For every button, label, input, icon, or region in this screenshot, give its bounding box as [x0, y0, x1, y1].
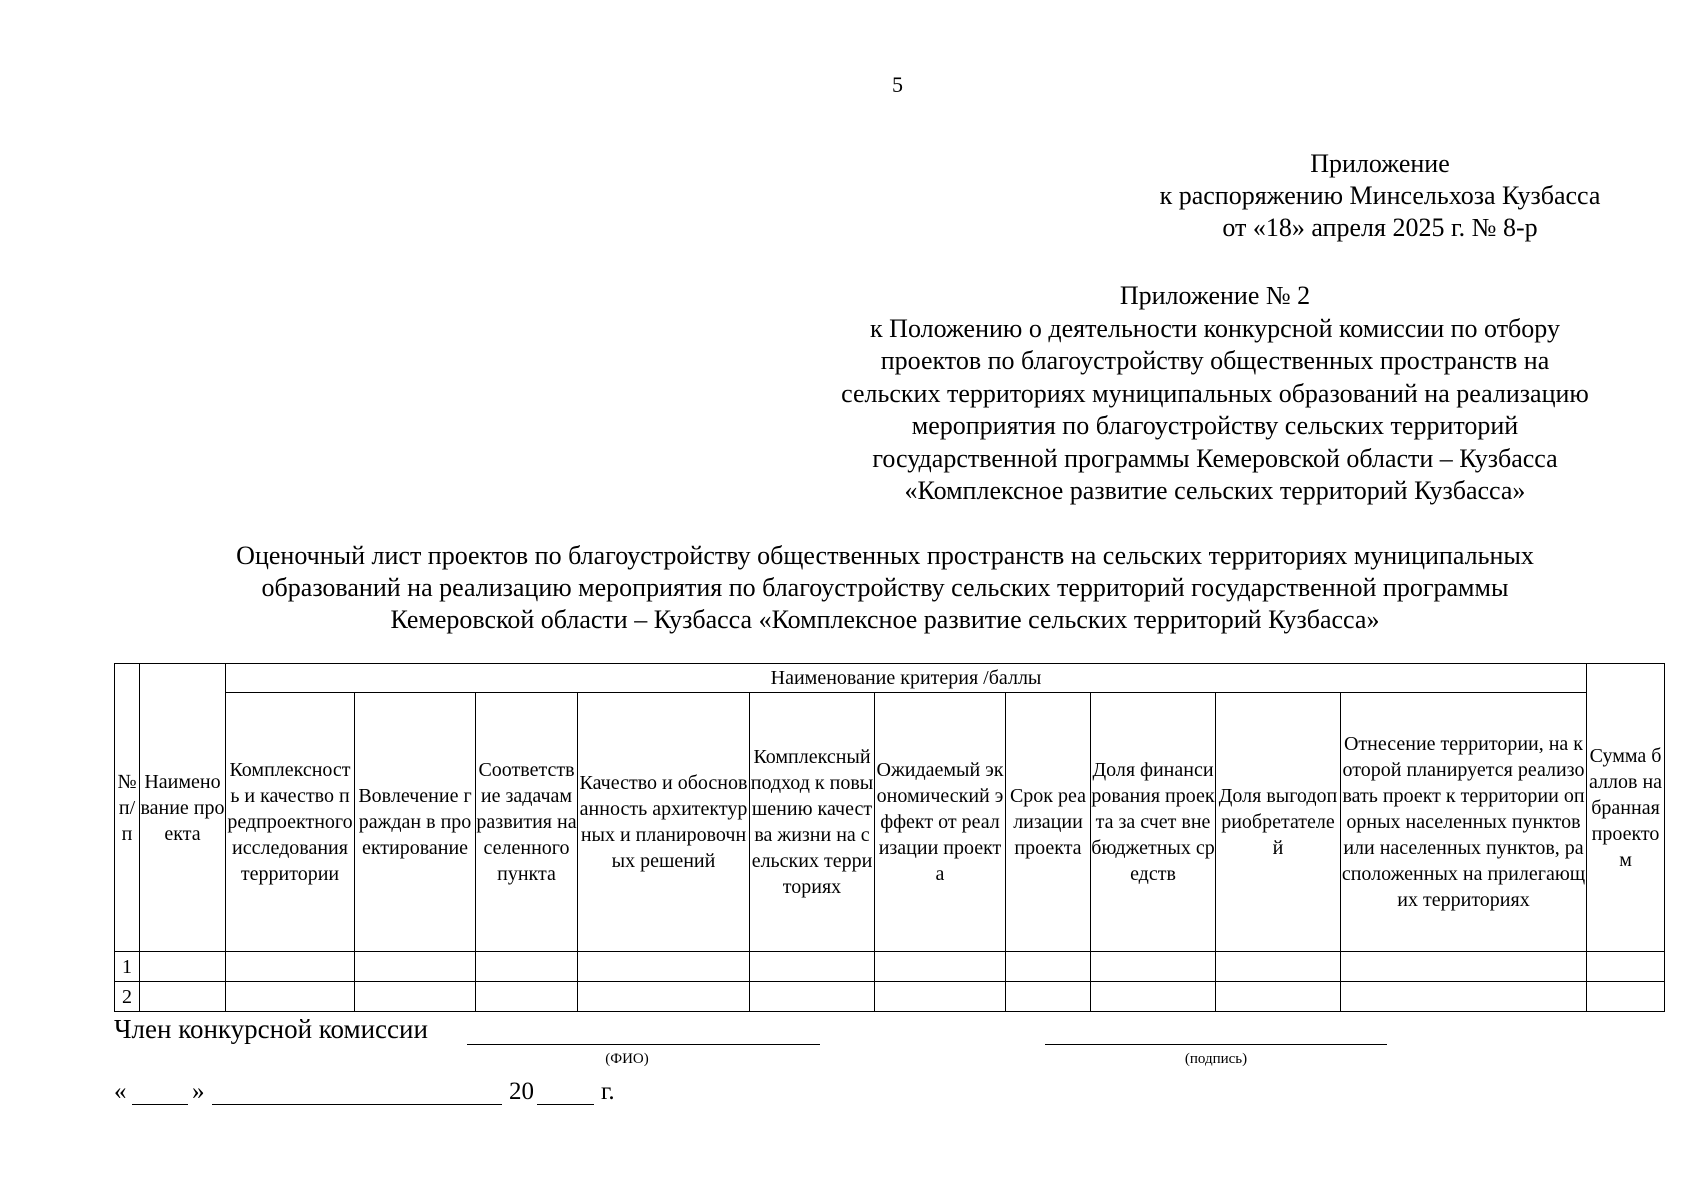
appendix2-line: проектов по благоустройству общественных пространств на: [880, 346, 1550, 375]
table-cell[interactable]: [1587, 982, 1665, 1012]
appendix-order-ref: к распоряжению Минсельхоза Кузбасса: [1159, 181, 1601, 210]
table-cell[interactable]: [1006, 982, 1091, 1012]
table-cell[interactable]: [1091, 982, 1216, 1012]
table-cell[interactable]: [875, 952, 1006, 982]
table-row: [115, 952, 1665, 982]
appendix2-line: «Комплексное развитие сельских территорий Кузбасса»: [904, 476, 1526, 505]
table-cell[interactable]: [355, 982, 476, 1012]
header-criterion: Вовлечение граждан в проектирование: [355, 693, 476, 952]
appendix2-line: мероприятия по благоустройству сельских территорий: [911, 411, 1519, 440]
appendix-header: [1100, 148, 1660, 244]
appendix2-header: [780, 280, 1650, 508]
date-close-quote: »: [192, 1078, 205, 1105]
date-year-prefix: 20: [509, 1078, 534, 1105]
table-cell[interactable]: [476, 982, 578, 1012]
table-cell[interactable]: [750, 982, 875, 1012]
header-row-number: № п/п: [115, 664, 140, 952]
form-title-line: Оценочный лист проектов по благоустройству общественных пространств на сельских территориях муниципальных: [236, 541, 1534, 570]
table-cell[interactable]: [750, 952, 875, 982]
form-title: [150, 540, 1620, 636]
appendix2-line: государственной программы Кемеровской области – Кузбасса: [872, 443, 1558, 473]
header-criterion: Комплексный подход к повышению качества жизни на сельских территориях: [750, 693, 875, 952]
header-project-name: Наименование проекта: [140, 664, 226, 952]
page-number: 5: [892, 72, 903, 97]
date-line: [114, 1078, 634, 1110]
table-cell[interactable]: [226, 952, 355, 982]
fio-caption: (ФИО): [605, 1051, 649, 1067]
appendix-title: Приложение: [1310, 149, 1450, 178]
table-cell[interactable]: [1091, 952, 1216, 982]
table-cell[interactable]: [1006, 952, 1091, 982]
header-criterion: Качество и обоснованность архитектурных и планировочных решений: [578, 693, 750, 952]
table-cell[interactable]: [140, 982, 226, 1012]
row-number: 2: [115, 982, 140, 1012]
header-criterion: Соответствие задачам развития населенного пункта: [476, 693, 578, 952]
table-cell[interactable]: [1216, 952, 1341, 982]
table-cell[interactable]: [1341, 982, 1587, 1012]
appendix-order-date: от «18» апреля 2025 г. № 8-р: [1222, 213, 1538, 242]
row-number: 1: [115, 952, 140, 982]
table-cell[interactable]: [875, 982, 1006, 1012]
header-criterion: Доля финансирования проекта за счет внебюджетных средств: [1091, 693, 1216, 952]
header-total-score: Сумма баллов набранная проектом: [1587, 664, 1665, 952]
header-criteria-group: Наименование критерия /баллы: [226, 664, 1587, 693]
table-cell[interactable]: [578, 952, 750, 982]
date-year-field[interactable]: [537, 1078, 594, 1105]
appendix2-line: Приложение № 2: [1119, 281, 1311, 310]
signature-label: Член конкурсной комиссии: [114, 1014, 428, 1044]
header-criterion: Доля выгодоприобретателей: [1216, 693, 1341, 952]
header-criterion: Срок реализации проекта: [1006, 693, 1091, 952]
header-criterion: Ожидаемый экономический эффект от реализации проекта: [875, 693, 1006, 952]
signature-field[interactable]: [1045, 1022, 1387, 1045]
form-title-line: образований на реализацию мероприятия по благоустройству сельских территорий государственной программы: [261, 573, 1509, 602]
table-cell[interactable]: [1341, 952, 1587, 982]
table-cell[interactable]: [140, 952, 226, 982]
table-cell[interactable]: [578, 982, 750, 1012]
header-criterion: Комплексность и качество предпроектного исследования территории: [226, 693, 355, 952]
date-year-suffix: г.: [601, 1078, 615, 1105]
evaluation-table: [114, 663, 1665, 1012]
table-cell[interactable]: [355, 952, 476, 982]
table-cell[interactable]: [476, 952, 578, 982]
date-open-quote: «: [114, 1078, 127, 1105]
fio-field[interactable]: [467, 1022, 820, 1045]
date-day-field[interactable]: [132, 1078, 188, 1105]
table-cell[interactable]: [1216, 982, 1341, 1012]
date-month-field[interactable]: [212, 1078, 502, 1105]
header-criterion: Отнесение территории, на которой планируется реализовать проект к территории опорных населенных пунктов или населенных пунктов, расположенных на прилегающих территориях: [1341, 693, 1587, 952]
signature-caption: (подпись): [1184, 1051, 1248, 1067]
appendix2-line: сельских территориях муниципальных образований на реализацию: [841, 378, 1589, 408]
table-row: [115, 982, 1665, 1012]
table-cell[interactable]: [226, 982, 355, 1012]
table-cell[interactable]: [1587, 952, 1665, 982]
form-title-line: Кемеровской области – Кузбасса «Комплексное развитие сельских территорий Кузбасса»: [390, 605, 1380, 634]
appendix2-line: к Положению о деятельности конкурсной комиссии по отбору: [870, 313, 1560, 343]
